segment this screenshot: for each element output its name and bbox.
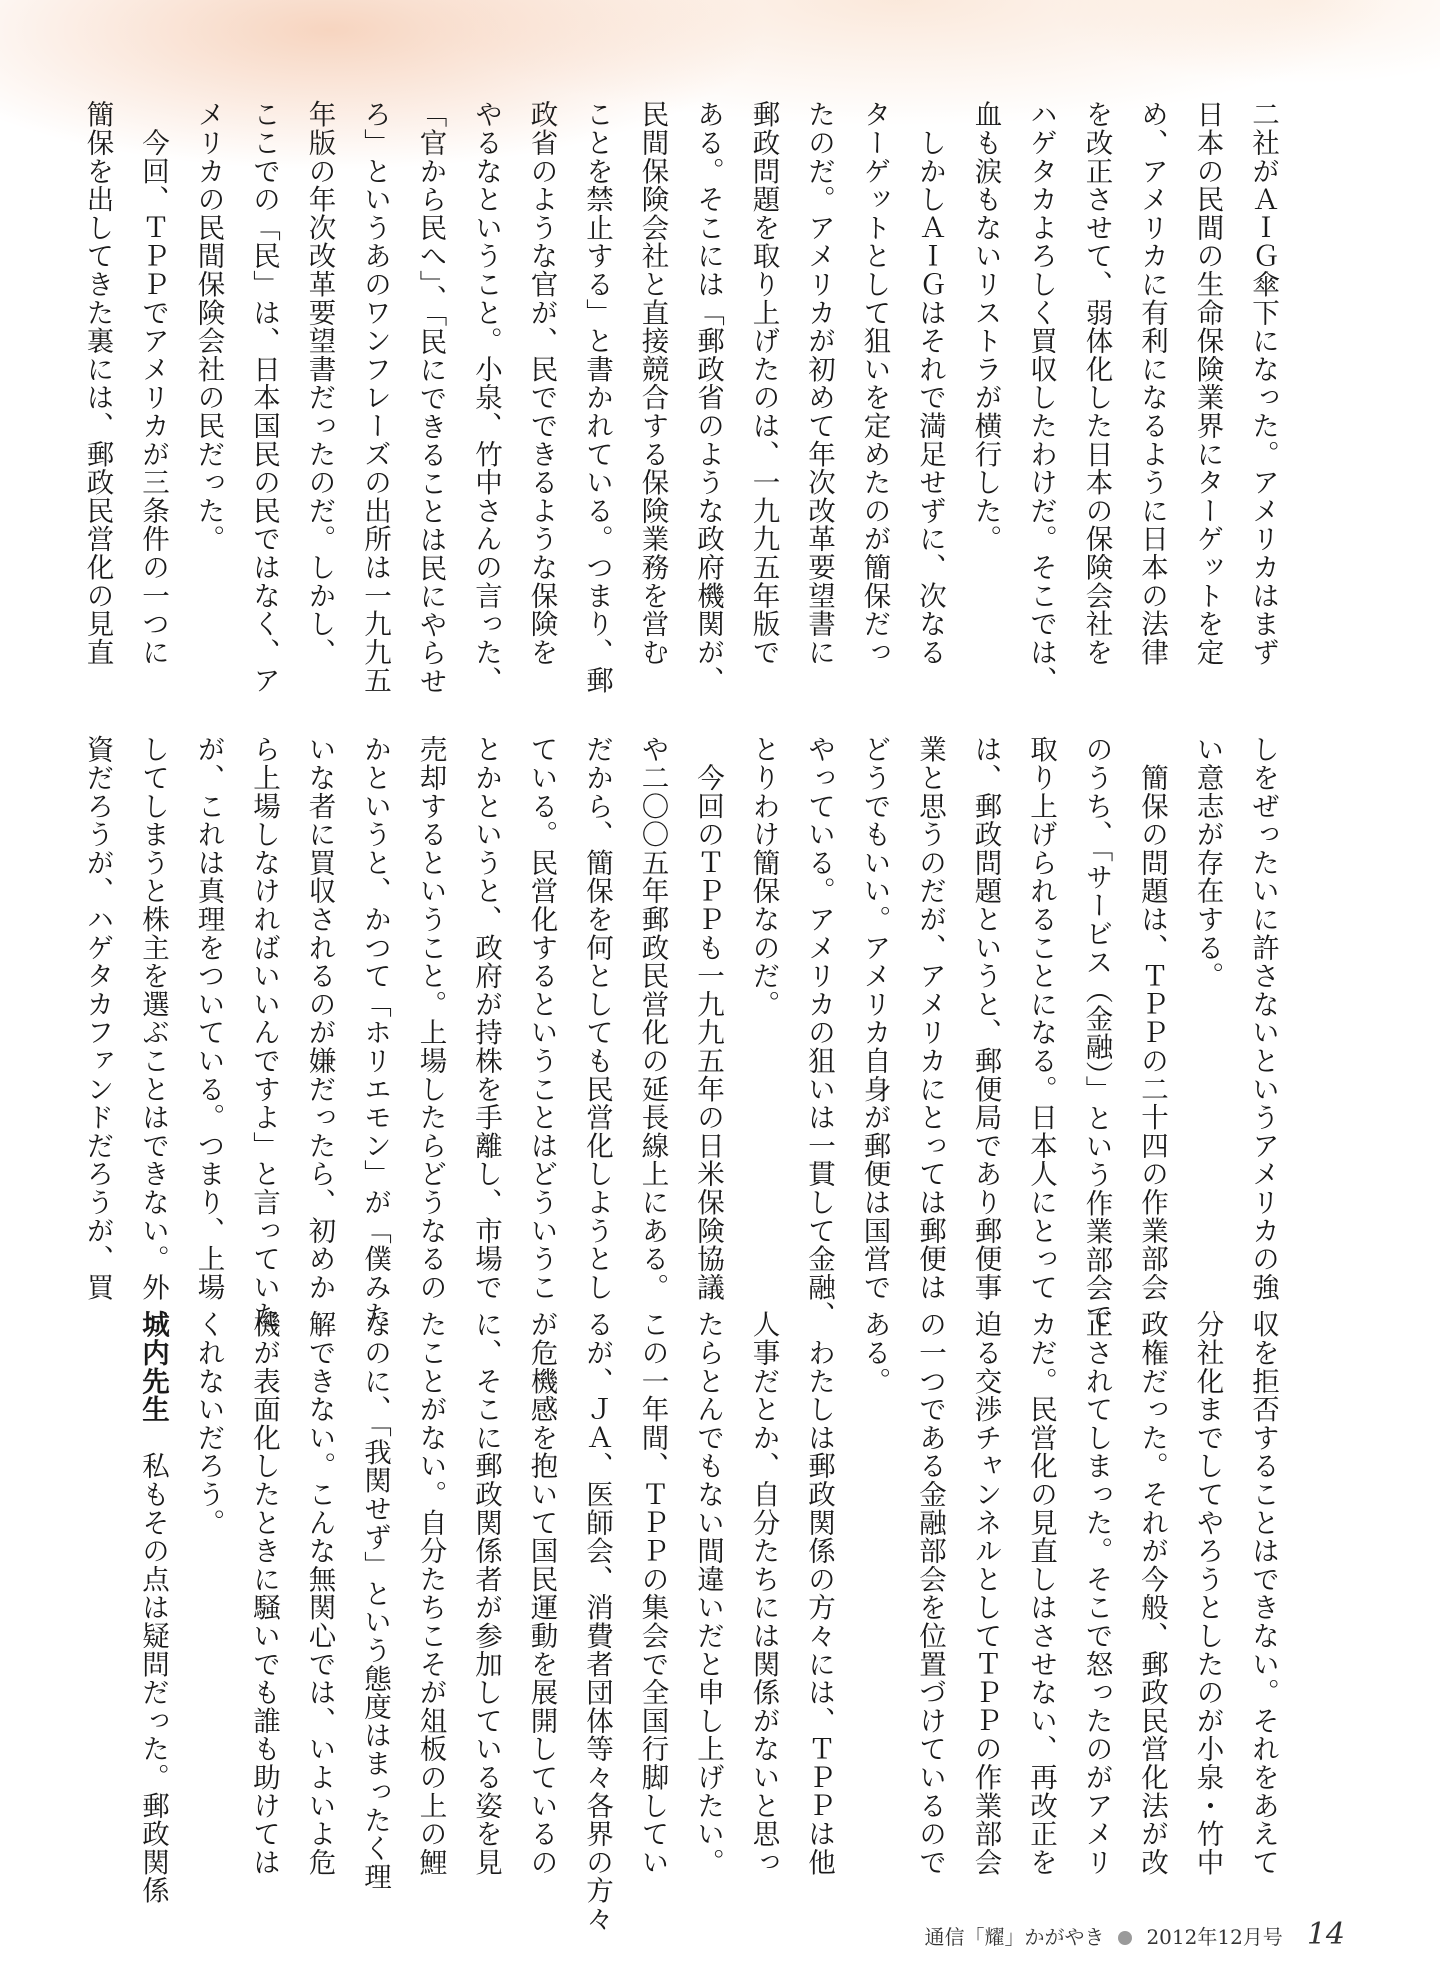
page-number: 14 [1306,1917,1345,1952]
text-line: ら上場しなければいいんですよ」と言っていた [248,735,280,1330]
text-line: 売却するということ。上場したらどうなるの [414,735,447,1301]
text-line: ターゲットとして狙いを定めたのが簡保だっ [858,100,891,666]
text-line: ハゲタカよろしく買収したわけだ。そこでは、 [1025,100,1057,695]
text-line: 政権だった。それが今般、郵政民営化法が改 [1136,1310,1168,1876]
text-line: 二社がＡＩＧ傘下になった。アメリカはまず [1247,100,1279,666]
text-line: 年版の年次改革要望書だったのだ。しかし、 [303,100,336,666]
text-line: しをぜったいに許さないというアメリカの強 [1247,735,1279,1301]
text-line: 分社化までしてやろうとしたのが小泉・竹中 [1191,1310,1224,1876]
text-line: や二〇〇五年郵政民営化の延長線上にある。 [636,735,669,1301]
text-line: たことがない。自分たちこそが俎板の上の鯉 [414,1310,447,1876]
text-line: 「官から民へ」、「民にできることは民にやらせ [414,100,447,696]
text-line: の一つである金融部会を位置づけているので [914,1310,946,1876]
speaker-name: 城内先生 [137,1310,169,1424]
text-line: め、アメリカに有利になるように日本の法律 [1136,100,1168,666]
text-line: 資だろうが、ハゲタカファンドだろうが、買 [81,735,114,1301]
text-line: してしまうと株主を選ぶことはできない。外 [137,735,169,1301]
text-line: ある。 [858,1310,891,1395]
text-line: この一年間、ＴＰＰの集会で全国行脚してい [636,1310,669,1876]
text-line: 今回のＴＰＰも一九九五年の日米保険協議 [692,735,724,1301]
text-line: 人事だとか、自分たちには関係がないと思っ [747,1310,780,1876]
page-footer [924,1917,1345,1952]
text-line: 郵政問題を取り上げたのは、一九九五年版で [747,100,780,666]
text-line: 業と思うのだが、アメリカにとっては郵便は [914,735,946,1301]
text-line: ている。民営化するということはどういうこ [525,735,558,1301]
text-line: が危機感を抱いて国民運動を展開しているの [525,1310,558,1876]
text-line: るが、ＪＡ、医師会、消費者団体等々各界の方々 [581,1310,613,1933]
text-line: 正されてしまった。そこで怒ったのがアメリ [1080,1310,1113,1876]
text-line: ろ」というあのワンフレーズの出所は一九九五 [359,100,391,695]
text-line: 取り上げられることになる。日本人にとって [1025,735,1057,1301]
text-line: たのだ。アメリカが初めて年次改革要望書に [803,100,835,666]
text-line: 民間保険会社と直接競合する保険業務を営む [636,100,669,666]
text-line: とりわけ簡保なのだ。 [747,735,780,1018]
text-line: かというと、かつて「ホリエモン」が「僕みた [359,735,391,1330]
text-line: わたしは郵政関係の方々には、ＴＰＰは他 [803,1310,835,1876]
text-line: 日本の民間の生命保険業界にターゲットを定 [1191,100,1224,666]
text-line: のうち、「サービス（金融）」という作業部会で [1080,735,1113,1331]
speaker-line [125,1310,181,1910]
text-line: なのに、「我関せず」という態度はまったく理 [359,1310,391,1891]
text-line: 簡保を出してきた裏には、郵政民営化の見直 [81,100,114,666]
text-column-top [69,100,1290,700]
text-line: に、そこに郵政関係者が参加している姿を見 [470,1310,502,1876]
text-line: 迫る交渉チャンネルとしてＴＰＰの作業部会 [969,1310,1002,1876]
text-line: い意志が存在する。 [1191,735,1224,990]
issue-date: 2012年12月号 [1146,1925,1283,1949]
text-line: ことを禁止する」と書かれている。つまり、郵 [581,100,613,695]
text-line: カだ。民営化の見直しはさせない、再改正を [1025,1310,1057,1876]
text-line: ここでの「民」は、日本国民の民ではなく、ア [248,100,280,695]
text-column-middle [69,735,1290,1335]
text-line: やっている。アメリカの狙いは一貫して金融、 [803,735,835,1330]
text-line: だから、簡保を何としても民営化しようとし [581,735,613,1301]
text-line: やるなということ。小泉、竹中さんの言った、 [470,100,502,695]
text-line: 機が表面化したときに騒いでも誰も助けては [248,1310,280,1876]
bullet-dot-icon [1118,1931,1132,1945]
text-line: 今回、ＴＰＰでアメリカが三条件の一つに [137,100,169,666]
text-line: メリカの民間保険会社の民だった。 [192,100,225,553]
text-line: たらとんでもない間違いだと申し上げたい。 [692,1310,724,1876]
text-line: くれないだろう。 [192,1310,225,1537]
text-column-bottom [125,1310,1291,1933]
text-line: 収を拒否することはできない。それをあえて [1247,1310,1279,1876]
text-line: ある。そこには「郵政省のような政府機関が、 [692,100,724,695]
text-line: 政省のような官が、民でできるような保険を [525,100,558,666]
text-line: 解できない。こんな無関心では、いよいよ危 [303,1310,336,1876]
text-line: 簡保の問題は、ＴＰＰの二十四の作業部会 [1136,735,1168,1301]
text-line: どうでもいい。アメリカ自身が郵便は国営で [858,735,891,1301]
text-line: 血も涙もないリストラが横行した。 [969,100,1002,553]
speaker-text: 私もその点は疑問だった。郵政関係 [137,1423,169,1905]
text-line: しかしＡＩＧはそれで満足せずに、次なる [914,100,946,666]
text-line: は、郵政問題というと、郵便局であり郵便事 [969,735,1002,1301]
text-line: とかというと、政府が持株を手離し、市場で [470,735,502,1301]
text-line: が、これは真理をついている。つまり、上場 [192,735,225,1301]
text-line: いな者に買収されるのが嫌だったら、初めか [303,735,336,1301]
publication-name: 通信「耀」かがやき [924,1925,1105,1949]
text-line: を改正させて、弱体化した日本の保険会社を [1080,100,1113,666]
